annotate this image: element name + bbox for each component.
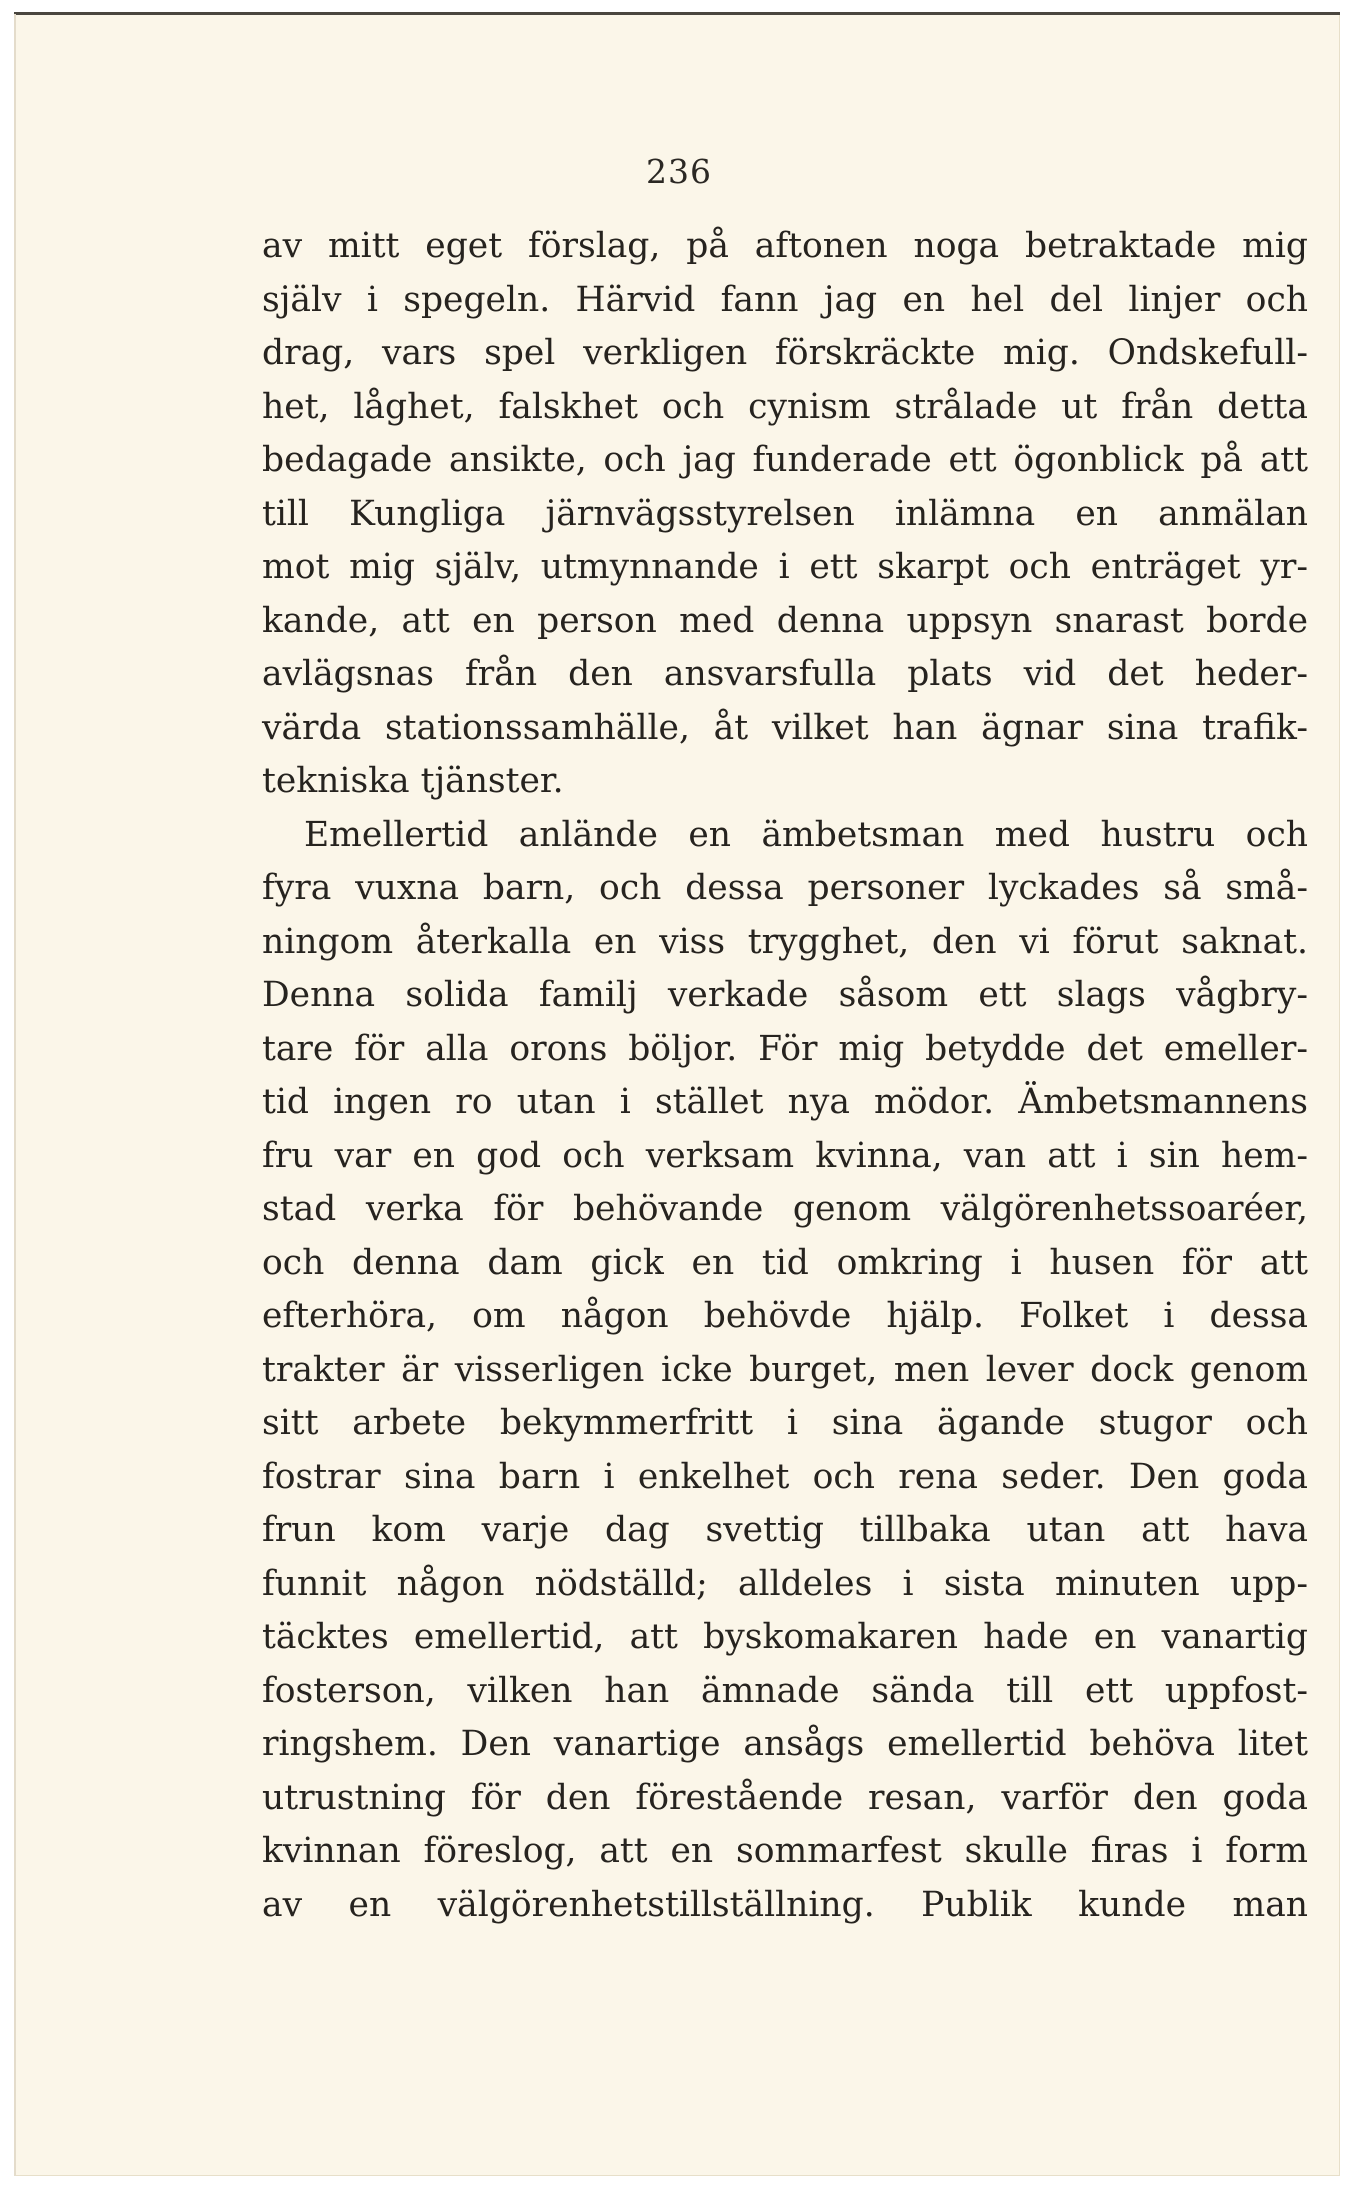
text-line: kvinnan föreslog, att en sommarfest skulle firas i form bbox=[262, 1831, 1308, 1871]
text-line: tid ingen ro utan i stället nya mödor. Ämbetsmannens bbox=[262, 1082, 1308, 1122]
text-line: efterhöra, om någon behövde hjälp. Folket i dessa bbox=[262, 1296, 1308, 1336]
text-line: Emellertid anlände en ämbetsman med hustru och bbox=[304, 814, 1308, 855]
text-line: tare för alla orons böljor. För mig betydde det emeller- bbox=[262, 1028, 1308, 1069]
text-line: fru var en god och verksam kvinna, van att i sin hem- bbox=[262, 1135, 1308, 1176]
text-line: fosterson, vilken han ämnade sända till ett uppfost- bbox=[262, 1670, 1308, 1711]
text-line: värda stationssamhälle, åt vilket han ägnar sina trafik- bbox=[262, 707, 1308, 748]
text-line: ningom återkalla en viss trygghet, den vi förut saknat. bbox=[262, 921, 1308, 962]
text-line: täcktes emellertid, att byskomakaren hade en vanartig bbox=[262, 1617, 1308, 1657]
text-line: drag, vars spel verkligen förskräckte mig. Ondskefull- bbox=[262, 333, 1308, 373]
text-line: fostrar sina barn i enkelhet och rena seder. Den goda bbox=[262, 1456, 1308, 1497]
text-line: frun kom varje dag svettig tillbaka utan att hava bbox=[262, 1510, 1308, 1550]
text-line: Denna solida familj verkade såsom ett slags vågbry- bbox=[262, 975, 1308, 1015]
text-line: funnit någon nödställd; alldeles i sista minuten upp- bbox=[262, 1563, 1308, 1604]
text-line: mot mig själv, utmynnande i ett skarpt och enträget yr- bbox=[262, 547, 1308, 587]
text-line: och denna dam gick en tid omkring i husen för att bbox=[262, 1242, 1308, 1283]
page-top-edge bbox=[14, 12, 1340, 15]
text-line: stad verka för behövande genom välgörenhetssoaréer, bbox=[262, 1189, 1308, 1229]
body-text bbox=[262, 220, 1308, 1932]
page-number: 236 bbox=[646, 152, 712, 191]
text-line: trakter är visserligen icke burget, men lever dock genom bbox=[262, 1349, 1308, 1390]
text-line: av en välgörenhetstillställning. Publik kunde man bbox=[262, 1884, 1308, 1925]
text-line: bedagade ansikte, och jag funderade ett ögonblick på att bbox=[262, 440, 1308, 480]
text-line: till Kungliga järnvägsstyrelsen inlämna en anmälan bbox=[262, 493, 1308, 534]
page-left-edge bbox=[14, 14, 16, 2176]
text-line: ringshem. Den vanartige ansågs emellertid behöva litet bbox=[262, 1724, 1308, 1764]
text-line: tekniska tjänster. bbox=[262, 761, 564, 801]
text-line: själv i spegeln. Härvid fann jag en hel del linjer och bbox=[262, 279, 1308, 320]
text-line: avlägsnas från den ansvarsfulla plats vid det heder- bbox=[262, 654, 1308, 694]
text-line: av mitt eget förslag, på aftonen noga betraktade mig bbox=[262, 226, 1308, 266]
text-line: utrustning för den förestående resan, varför den goda bbox=[262, 1777, 1308, 1818]
text-line: sitt arbete bekymmerfritt i sina ägande stugor och bbox=[262, 1403, 1308, 1443]
text-line: fyra vuxna barn, och dessa personer lyckades så små- bbox=[262, 868, 1308, 908]
text-line: kande, att en person med denna uppsyn snarast borde bbox=[262, 600, 1308, 641]
text-line: het, låghet, falskhet och cynism strålade ut från detta bbox=[262, 386, 1308, 427]
